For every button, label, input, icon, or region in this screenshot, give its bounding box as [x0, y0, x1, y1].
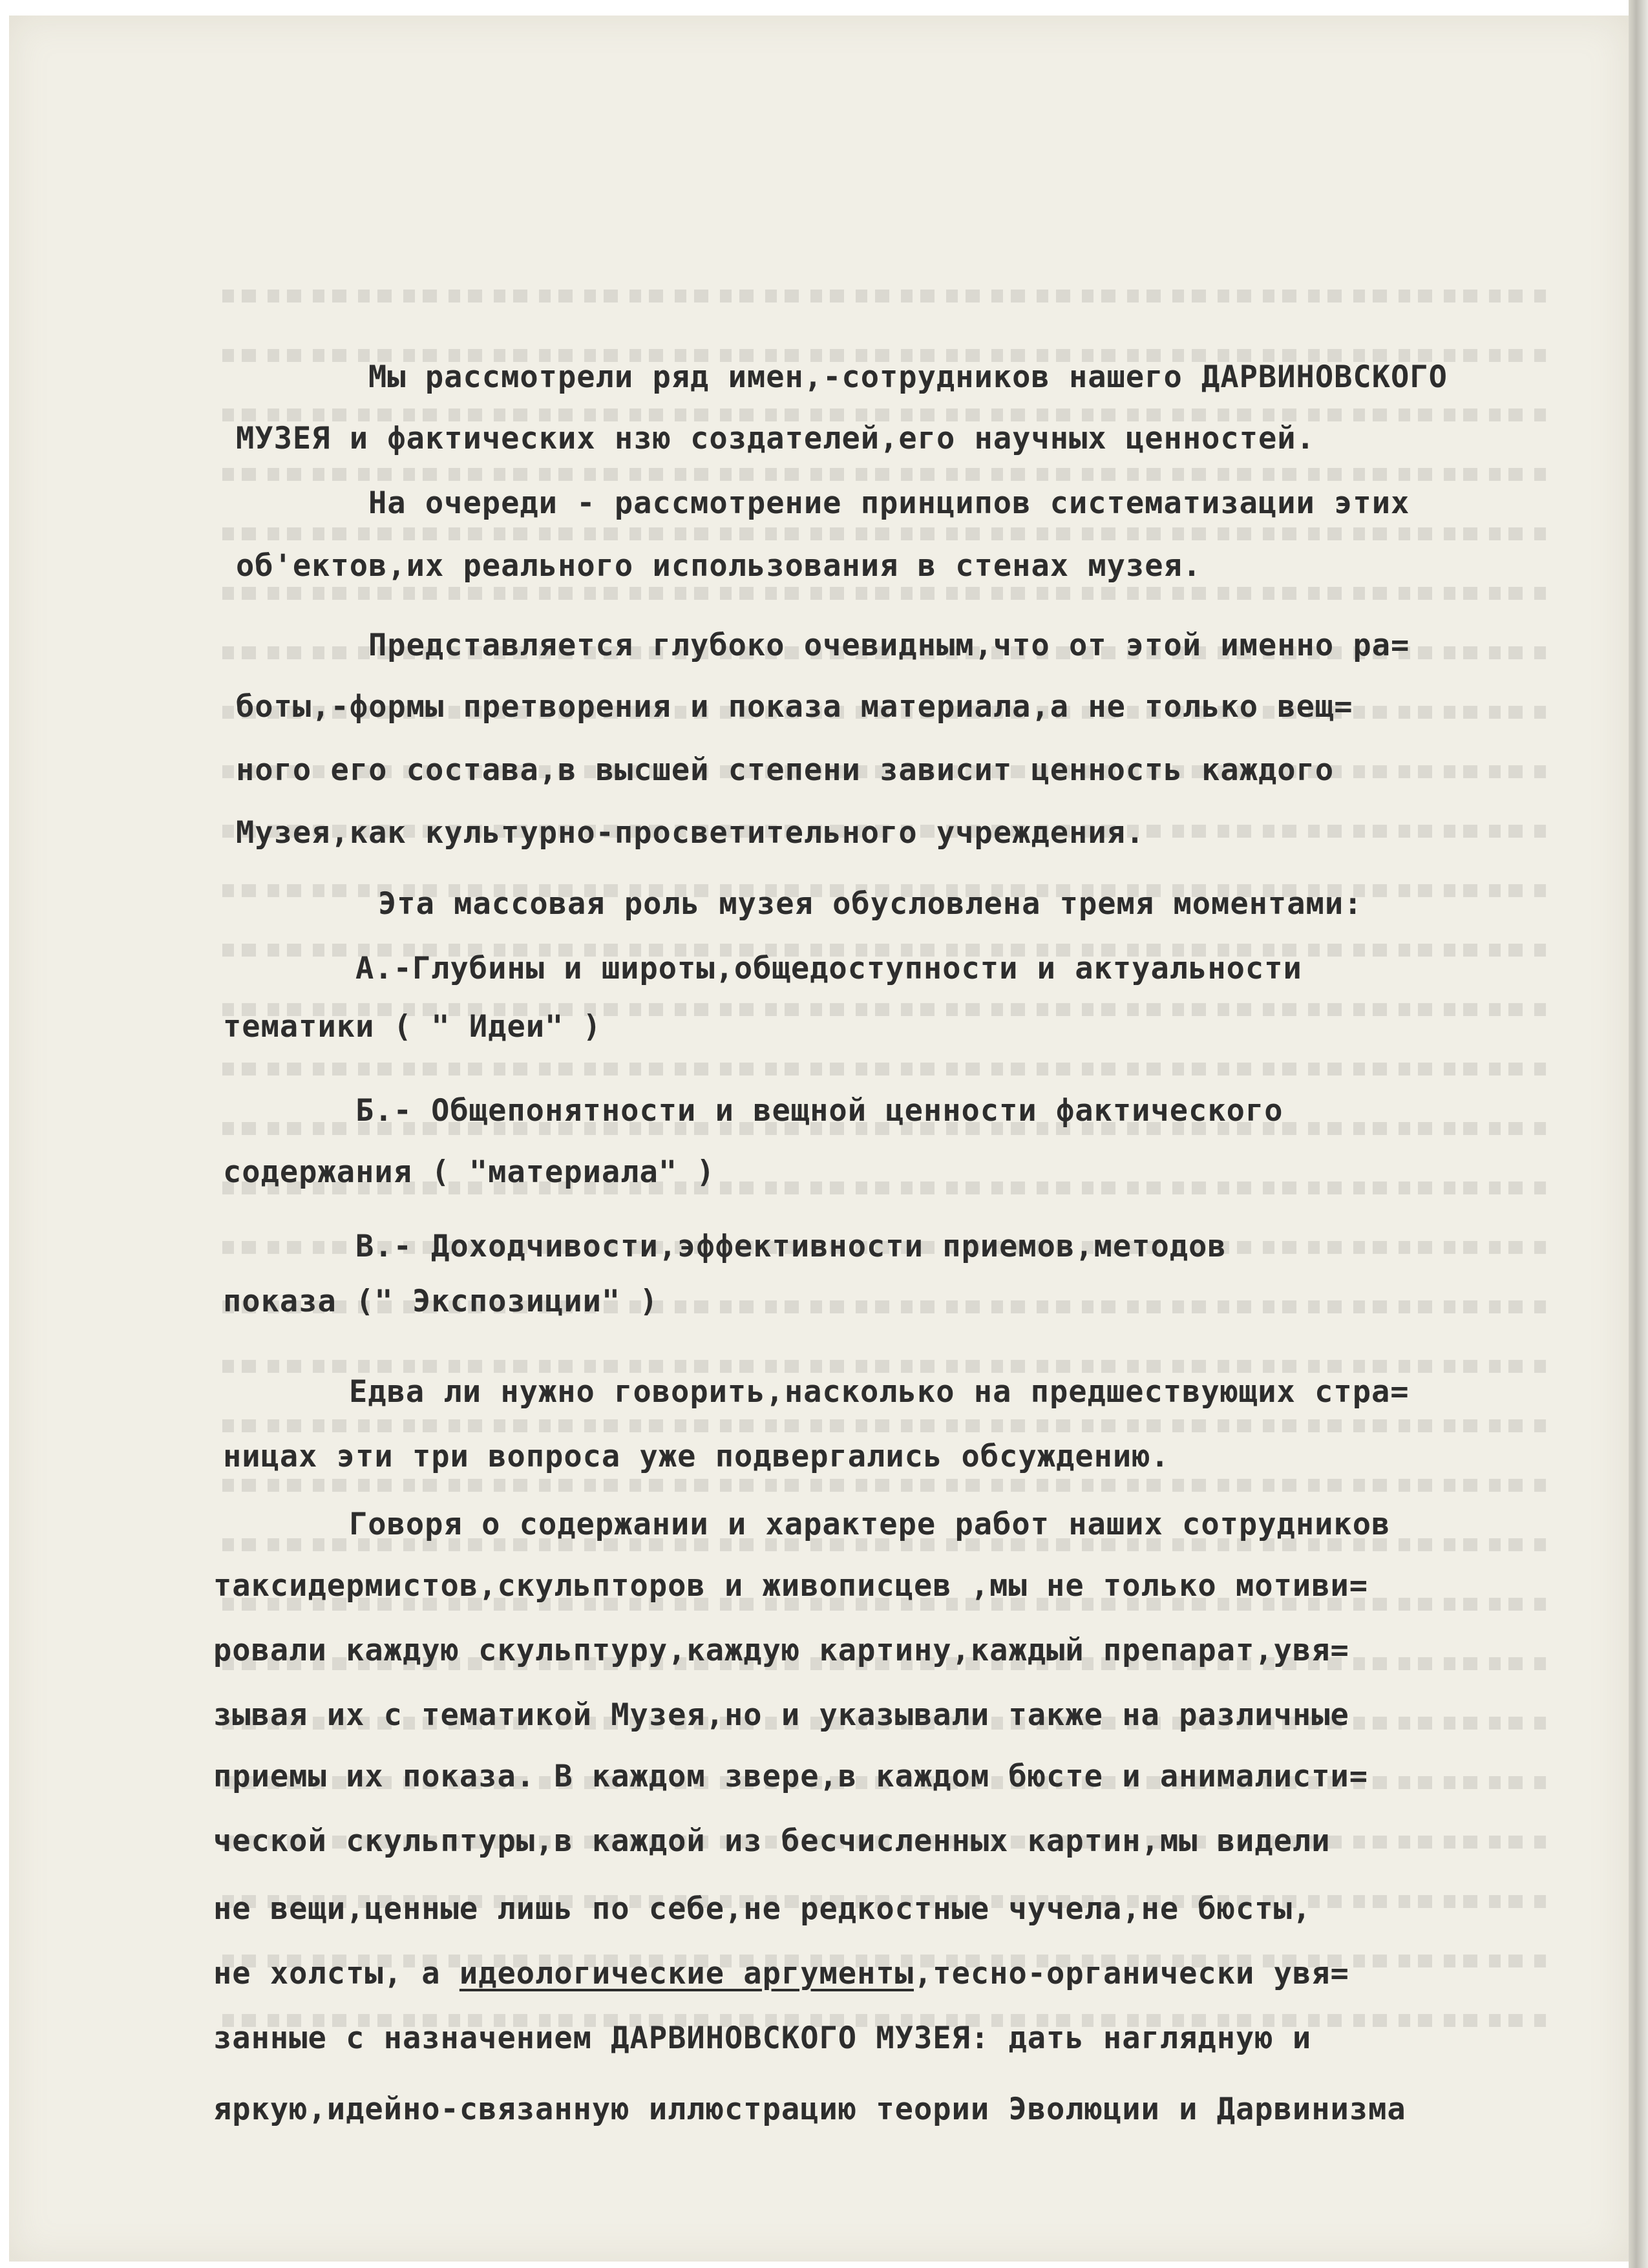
text-line: тематики ( " Идеи" ): [223, 1009, 602, 1044]
text-line: ницах эти три вопроса уже подвергались обсуждению.: [223, 1439, 1170, 1474]
text-line: Мы рассмотрели ряд имен,-сотрудников нашего ДАРВИНОВСКОГО: [368, 359, 1448, 395]
text-line: Эта массовая роль музея обусловлена тремя моментами:: [378, 886, 1363, 922]
text-line: содержания ( "материала" ): [223, 1154, 715, 1190]
text-line: занные с назначением ДАРВИНОВСКОГО МУЗЕЯ: дать наглядную и: [213, 2020, 1312, 2056]
underlined-phrase: идеологические аргументы: [459, 1956, 914, 1991]
text-line: Говоря о содержании и характере работ наших сотрудников: [349, 1507, 1391, 1542]
text-line: В.- Доходчивости,эффективности приемов,методов: [355, 1229, 1227, 1264]
text-line: ческой скульптуры,в каждой из бесчисленных картин,мы видели: [213, 1823, 1331, 1859]
text-line: яркую,идейно-связанную иллюстрацию теории Эволюции и Дарвинизма: [213, 2092, 1406, 2127]
text-line: Представляется глубоко очевидным,что от этой именно ра=: [368, 628, 1410, 663]
text-line: МУЗЕЯ и фактических нзю создателей,его научных ценностей.: [236, 421, 1315, 456]
text-run: ,тесно-органически увя=: [913, 1956, 1349, 1991]
text-line: показа (" Экспозиции" ): [223, 1284, 659, 1319]
text-line: Едва ли нужно говорить,насколько на предшествующих стра=: [349, 1374, 1410, 1410]
text-line: не вещи,ценные лишь по себе,не редкостные чучела,не бюсты,: [213, 1891, 1312, 1927]
text-line: приемы их показа. В каждом звере,в каждом бюсте и анималисти=: [213, 1759, 1369, 1794]
text-line: ровали каждую скульптуру,каждую картину,каждый препарат,увя=: [213, 1633, 1349, 1668]
text-line: об'ектов,их реального использования в стенах музея.: [236, 548, 1202, 584]
text-line: боты,-формы претворения и показа материала,а не только вещ=: [236, 689, 1353, 725]
text-line: А.-Глубины и широты,общедоступности и актуальности: [355, 951, 1302, 986]
text-line: ного его состава,в высшей степени зависит ценность каждого: [236, 752, 1335, 788]
text-line: На очереди - рассмотрение принципов систематизации этих: [368, 485, 1410, 521]
text-line: зывая их с тематикой Музея,но и указывали также на различные: [213, 1697, 1349, 1733]
text-line: [213, 1958, 1349, 1989]
text-run: не холсты, а: [213, 1956, 460, 1991]
text-line: таксидермистов,скульпторов и живописцев ,мы не только мотиви=: [213, 1568, 1369, 1604]
text-line: Б.- Общепонятности и вещной ценности фактического: [355, 1093, 1284, 1129]
text-line: Музея,как культурно-просветительного учреждения.: [236, 815, 1145, 851]
